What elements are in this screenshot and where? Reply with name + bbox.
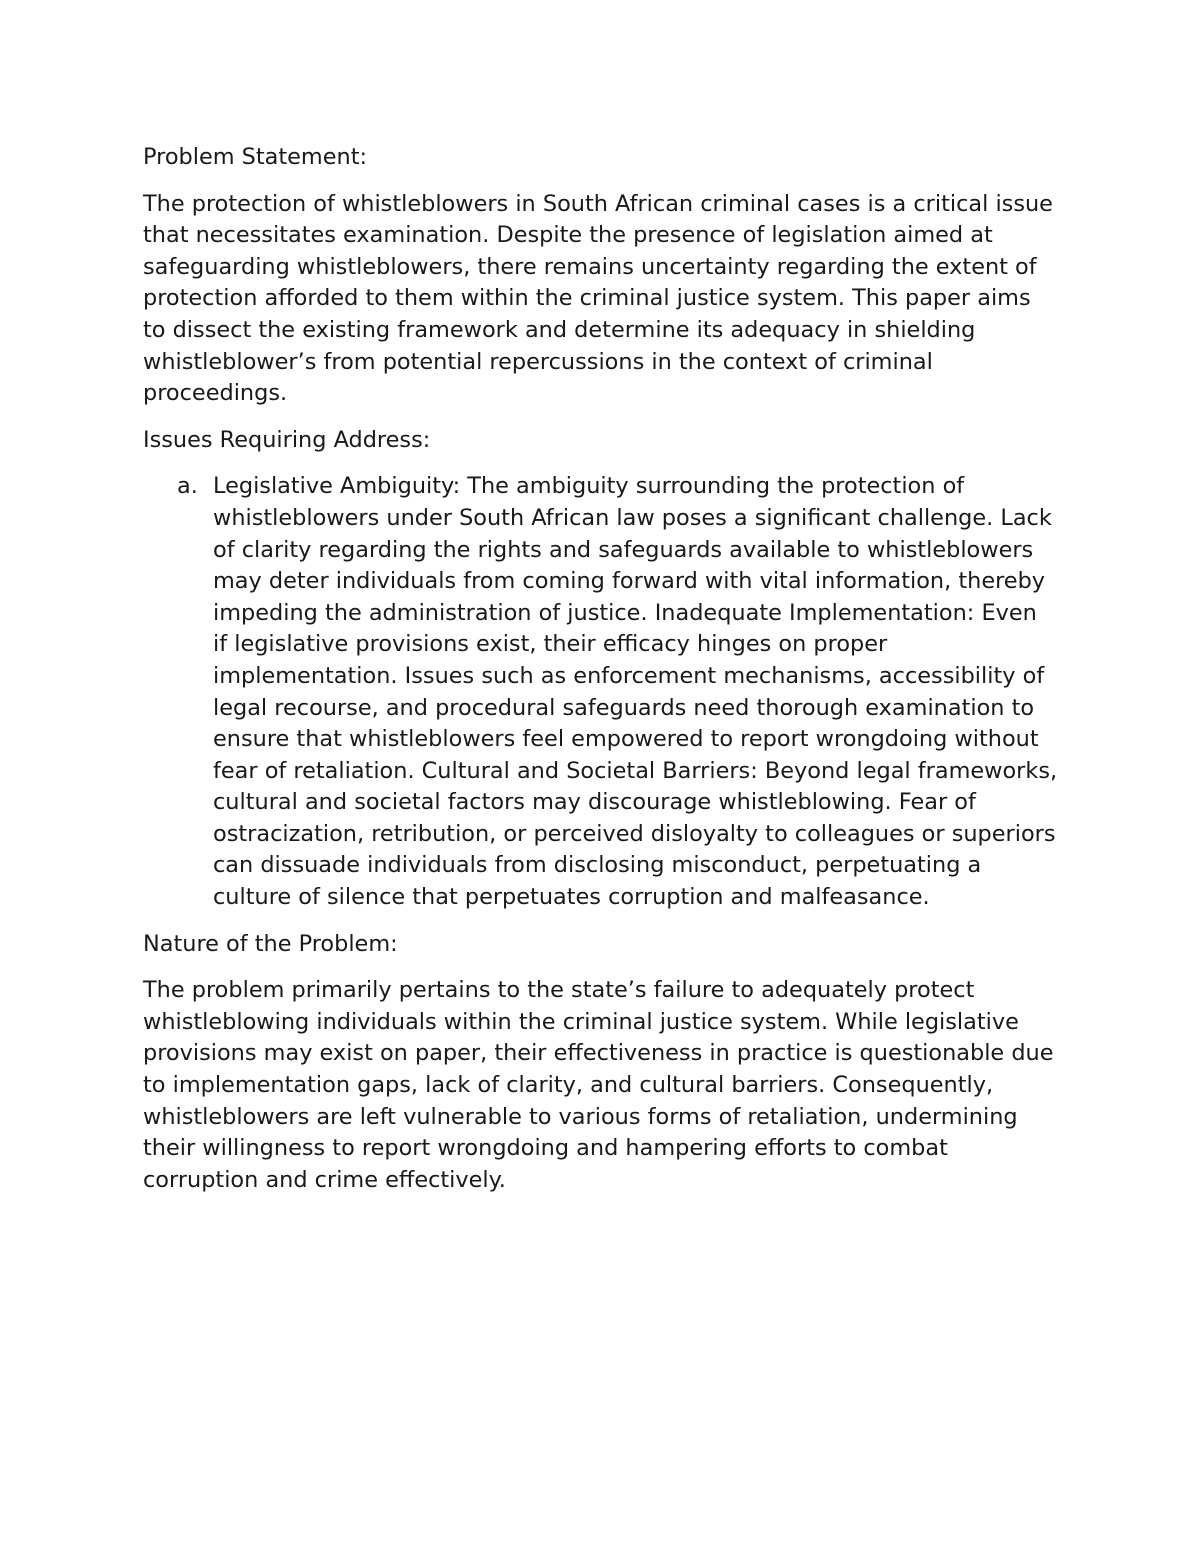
nature-heading: Nature of the Problem: [143,930,398,957]
problem-statement-heading: Problem Statement: [143,144,368,170]
issues-heading: Issues Requiring Address: [143,426,431,453]
issues-list [143,471,1058,913]
problem-statement-paragraph: The protection of whistleblowers in South African criminal cases is a critical issue that necessitates examination. Despite the presence of legislation aimed at safeguarding whistleblowers, there remains uncertainty regarding the extent of protection afforded to them within the criminal justice system. This paper aims to dissect the existing framework and determine its adequacy in shielding whistleblower’s from potential repercussions in the context of criminal proceedings. [143,190,1053,407]
document-page [143,142,1058,1211]
issue-text: Legislative Ambiguity: The ambiguity surrounding the protection of whistleblowers under South African law poses a significant challenge. Lack of clarity regarding the rights and safeguards available to whistleblowers may deter individuals from coming forward with vital information, thereby impeding the administration of justice. Inadequate Implementation: Even if legislative provisions exist, their efficacy hinges on proper implementation. Issues such as enforcement mechanisms, accessibility of legal recourse, and procedural safeguards need thorough examination to ensure that whistleblowers feel empowered to report wrongdoing without fear of retaliation. Cultural and Societal Barriers: Beyond legal frameworks, cultural and societal factors may discourage whistleblowing. Fear of ostracization, retribution, or perceived disloyalty to colleagues or superiors can dissuade individuals from disclosing misconduct, perpetuating a culture of silence that perpetuates corruption and malfeasance. [213,473,1058,911]
nature-paragraph: The problem primarily pertains to the state’s failure to adequately protect whistleblowing individuals within the criminal justice system. While legislative provisions may exist on paper, their effectiveness in practice is questionable due to implementation gaps, lack of clarity, and cultural barriers. Consequently, whistleblowers are left vulnerable to various forms of retaliation, undermining their willingness to report wrongdoing and hampering efforts to combat corruption and crime effectively. [143,977,1054,1193]
list-marker: a. [177,473,198,500]
list-item [143,471,1058,913]
